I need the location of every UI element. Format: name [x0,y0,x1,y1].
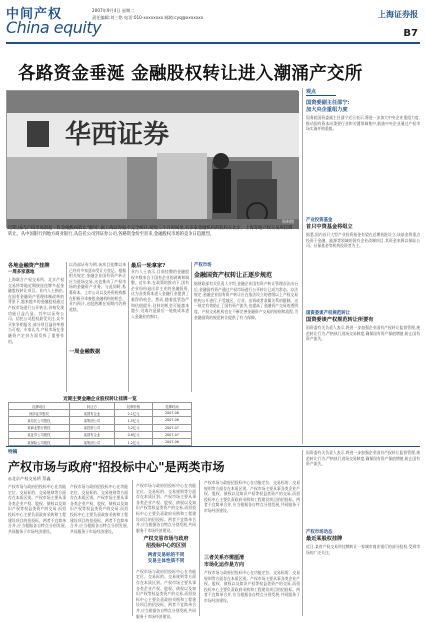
table-header: 挂牌项目 [9,403,70,410]
sidebar-section-2: 产业投资基金 [306,218,333,223]
table-cell: 0.8亿元 [115,431,153,438]
bottom-text-5: 产权市场与政府招投标中心在功能定位、交易标的、交易规则等方面存在本质区别。产权市场主要从事各类企业产权、股权、债权以及知识产权等权益类资产的交易,而招投标中心主要负责政府采购和工程建设项目的招投标。两者不宜简单合并,应当根据各自特点分别发展,共同服务于市场经济建设。 [204,570,300,603]
table-cell: 2007-08 [152,410,191,417]
table-cell: 2007-07 [152,431,191,438]
listing-table-block [8,396,192,446]
paper-name: 上海证券报 [378,9,418,19]
bottom-byline: ◎北京产权交易所 蔡鑫 [8,476,51,481]
bottom-story-label: 特稿 [8,450,18,455]
sidebar-section-1: 观点 [306,88,336,96]
bottom-text-4: 产权市场与政府招投标中心在功能定位、交易标的、交易规则等方面存在本质区别。产权市场主要从事各类企业产权、股权、债权以及知识产权等权益类资产的交易,而招投标中心主要负责政府采购和工程建设项目的招投标。两者不宜简单合并,应当根据各自特点分别发展,共同服务于市场经济建设。 [204,480,300,513]
center-right-column [194,262,298,447]
table-row [9,424,192,431]
mid1-text: 以西部证券为例,该项目挂牌以来已经有多家意向受让方登记。根据相关规定,金融企业国有资产转让应当进场交易,这也推动了产权市场的金融资产业务。与此同时,私募资本、上市公司以及外资机构都在积极寻求参股金融机构的机会。业内预计,这股热潮在短期内仍将延续。 [69,262,126,312]
street-scene-image [7,91,299,229]
sidebar-section-4: 产权市场动态 [306,530,333,535]
news-photo [6,90,298,228]
table-cell: 某信托公司股权 [9,417,70,424]
bottom-box-title: 产权交易市场与政府 [143,536,189,542]
table-cell: 2.1亿元 [115,410,153,417]
bottom-box2-title: 三者关系亦需厘清 [204,555,245,561]
left-column [8,262,64,397]
pull-quote-2: 交易主体性质不同 [147,559,185,565]
table-cell: 2007-06 [152,438,191,445]
table-cell: 某投资公司 [69,424,114,431]
table-cell: 某国有企业 [69,410,114,417]
section-title-cn: 中间产权 [6,7,63,22]
bottom-box-subtitle: 招投标中心的区别 [145,543,186,549]
table-cell: 2007-07 [152,424,191,431]
center-right-text: 据财政部有关负责人介绍,金融企业国有资产转让管理办法出台后,金融国有资产通过产权市场进行公开转让已成为常态。办法规定,金融企业国有资产转让应在依法设立的省级以上产权交易机构公开进行,不受地区、行业、出资或者隶属关系的限制。这一规定有效防止了国有资产流失,也提高了金融资产交易的透明度。产权交易机构也在不断完善金融资产交易的规则和流程,为金融国资的规范转让提供了有力保障。 [194,281,298,320]
table-cell: 1.5亿元 [115,417,153,424]
bottom-text-2: 产权市场与政府招投标中心在功能定位、交易标的、交易规则等方面存在本质区别。产权市场主要从事各类企业产权、股权、债权以及知识产权等权益类资产的交易,而招投标中心主要负责政府采购和工程建设项目的招投标。两者不宜简单合并,应当根据各自特点分别发展,共同服务于市场经济建设。 [70,484,128,534]
sidebar-head-3: 国资委谈产权规范转让所要有 [306,317,374,323]
left-column-head: 各地金融资产挂牌 [8,263,50,269]
sidebar-head-4: 最近某股权挂牌 [306,536,343,542]
right-sidebar-lower [306,450,420,610]
sidebar-text-2: 据悉,国内首只大型产业投资基金有望在近期获批设立,该基金将重点投资于金融、能源等领域的国有企业改制项目,其资金来源以保险公司、社保基金等机构投资者为主。 [306,232,420,249]
sidebar-head-1b: 加大央企重组力度 [306,107,348,113]
table-row [9,410,192,417]
left-column-subhead: 一周多家落地 [8,270,35,275]
masthead-rule [6,42,420,44]
column-divider [66,262,67,392]
table-cell: 某证券公司股权 [9,431,70,438]
table-header: 转让方 [69,403,114,410]
sidebar-head-2: 首只中资基金将组立 [306,224,353,230]
table-cell: 某保险公司股权 [9,438,70,445]
table-cell: 2007-08 [152,417,191,424]
sidebar-divider [302,450,303,616]
bottom-col-1 [8,484,66,616]
bottom-box-text: 产权市场与政府招投标中心在功能定位、交易标的、交易规则等方面存在本质区别。产权市场主要从事各类企业产权、股权、债权以及知识产权等权益类资产的交易,而招投标中心主要负责政府采购和工程建设项目的招投标。两者不宜简单合并,应当根据各自特点分别发展,共同服务于市场经济建设。 [136,483,196,533]
table-row [9,431,192,438]
table-row [9,417,192,424]
column-divider [191,262,192,392]
mid1-subhead: 一周金融数据 [69,349,101,355]
bottom-text-1: 产权市场与政府招投标中心在功能定位、交易标的、交易规则等方面存在本质区别。产权市场主要从事各类企业产权、股权、债权以及知识产权等权益类资产的交易,而招投标中心主要负责政府采购和工程建设项目的招投标。两者不宜简单合并,应当根据各自特点分别发展,共同服务于市场经济建设。 [8,484,66,534]
sidebar-head-1: 国资委副主任邵宁: [306,100,350,106]
center-right-head: 金融国资产权转让正逐步规范 [194,272,273,279]
table-title: 近期主要金融企业股权转让挂牌一览 [63,397,137,402]
mid2-text: 业内人士表示,目前挂牌的金融股权多数来自于国有企业的剥离和调整。近年来,在政策的推动下,国有企业纷纷退出非主业的金融投资,这为各类资本进入金融行业提供了难得的机会。然而,随着监管趋严和估值提升,这样的机会可能越来越少,这或许是最后一轮低成本进入金融业的窗口。 [131,269,189,319]
bottom-box-text-2: 产权市场与政府招投标中心在功能定位、交易标的、交易规则等方面存在本质区别。产权市场主要从事各类企业产权、股权、债权以及知识产权等权益类资产的交易,而招投标中心主要负责政府采购和工程建设项目的招投标。两者不宜简单合并,应当根据各自特点分别发展,共同服务于市场经济建设。 [136,568,196,619]
sidebar-divider [302,88,303,444]
right-sidebar [306,88,420,409]
center-right-section: 产权市场 [194,263,212,268]
bottom-col-4 [204,480,300,618]
middle-column-1 [69,262,126,355]
bottom-headline: 产权市场与政府"招投标中心"是两类市场 [8,460,225,474]
issue-meta-line1: 2007年9月4日 星期二 [92,8,135,13]
sidebar-text-3: 国资委有关负责人表示,将进一步加强企业国有产权转让监督管理,规范转让行为,严格执行进场交易制度,确保国有资产保值增值,防止国有资产流失。 [306,325,420,342]
sidebar-text-4: 近日,某省产权交易所挂牌转让一家城市商业银行的部分股权,受到市场的广泛关注。 [306,544,420,555]
bottom-col-2 [70,484,128,616]
lead-paragraph: 近期,国内产权市场刮起一阵金融股权转让"旋风",据上海证券报不完全统计,短短三个月时间里,有多家金融机构的股权在北京、上海等地产权交易所挂牌转让。从中国银行到地方商业银行,从信托公司到证券公司,各路资金纷至沓来,金融股权市场的竞争日趋激烈。 [8,226,293,238]
table-cell: 某集团公司 [69,417,114,424]
table-cell: 西部证券股权 [9,410,70,417]
table-cell: 某国有企业 [69,431,114,438]
listing-table [8,402,192,446]
page-number: B7 [403,28,418,39]
bottom-box2-subtitle: 市场化运作是方向 [204,562,245,568]
middle-column-2 [131,262,189,389]
section-separator [6,446,420,447]
photo-sign-text: 华西证券 [65,120,170,150]
table-row [9,438,192,445]
main-headline: 各路资金垂涎 金融股权转让进入潮涌产交所 [18,64,363,84]
table-cell: 某集团公司 [69,438,114,445]
section-title-en: China equity [6,18,102,37]
table-cell: 某商业银行股权 [9,424,70,431]
table-header: 挂牌价格 [115,403,153,410]
table-cell: 3.2亿元 [115,424,153,431]
table-cell: 1.2亿元 [115,438,153,445]
left-column-text: 上海联合产权交易所、北京产权交易所等地近期接连挂牌多起金融股权转让项目。业内人士指出,在国有金融资产管理体制改革的背景下,越来越多的金融股权通过产权市场进行公开转让,价格发现功能日益凸显。其中以证券公司、信托公司股权最受关注,众多买家争相报名,部分项目溢价率相当可观。专家认为,产权市场在金融资产定价方面发挥了重要作用。 [8,277,64,344]
bottom-center-box [132,480,200,619]
table-header: 挂牌时间 [152,403,191,410]
pull-quote-1: 两者交易标的不同 [147,553,185,558]
issue-meta-line2: 责任编辑:刘三铭 电话:010-xxxxxxxx 邮箱:cyq@xxxxxxx [92,15,204,20]
sidebar-text-3b: 国资委有关负责人表示,将进一步加强企业国有产权转让监督管理,规范转让行为,严格执行进场交易制度,确保国有资产保值增值,防止国有资产流失。 [306,450,420,467]
sidebar-text-1: 国务院国资委副主任邵宁近日表示,将进一步加大中央企业重组力度,推动国有资本向重要行业和关键领域集中,鼓励中央企业通过产权市场实施并购重组。 [306,115,420,132]
sidebar-section-3: 国资委谈产权规范转让 [306,311,350,316]
photo-caption: 资料图 [282,219,294,224]
mid2-subhead: 最后一轮拿家? [131,263,166,269]
column-divider [128,262,129,392]
